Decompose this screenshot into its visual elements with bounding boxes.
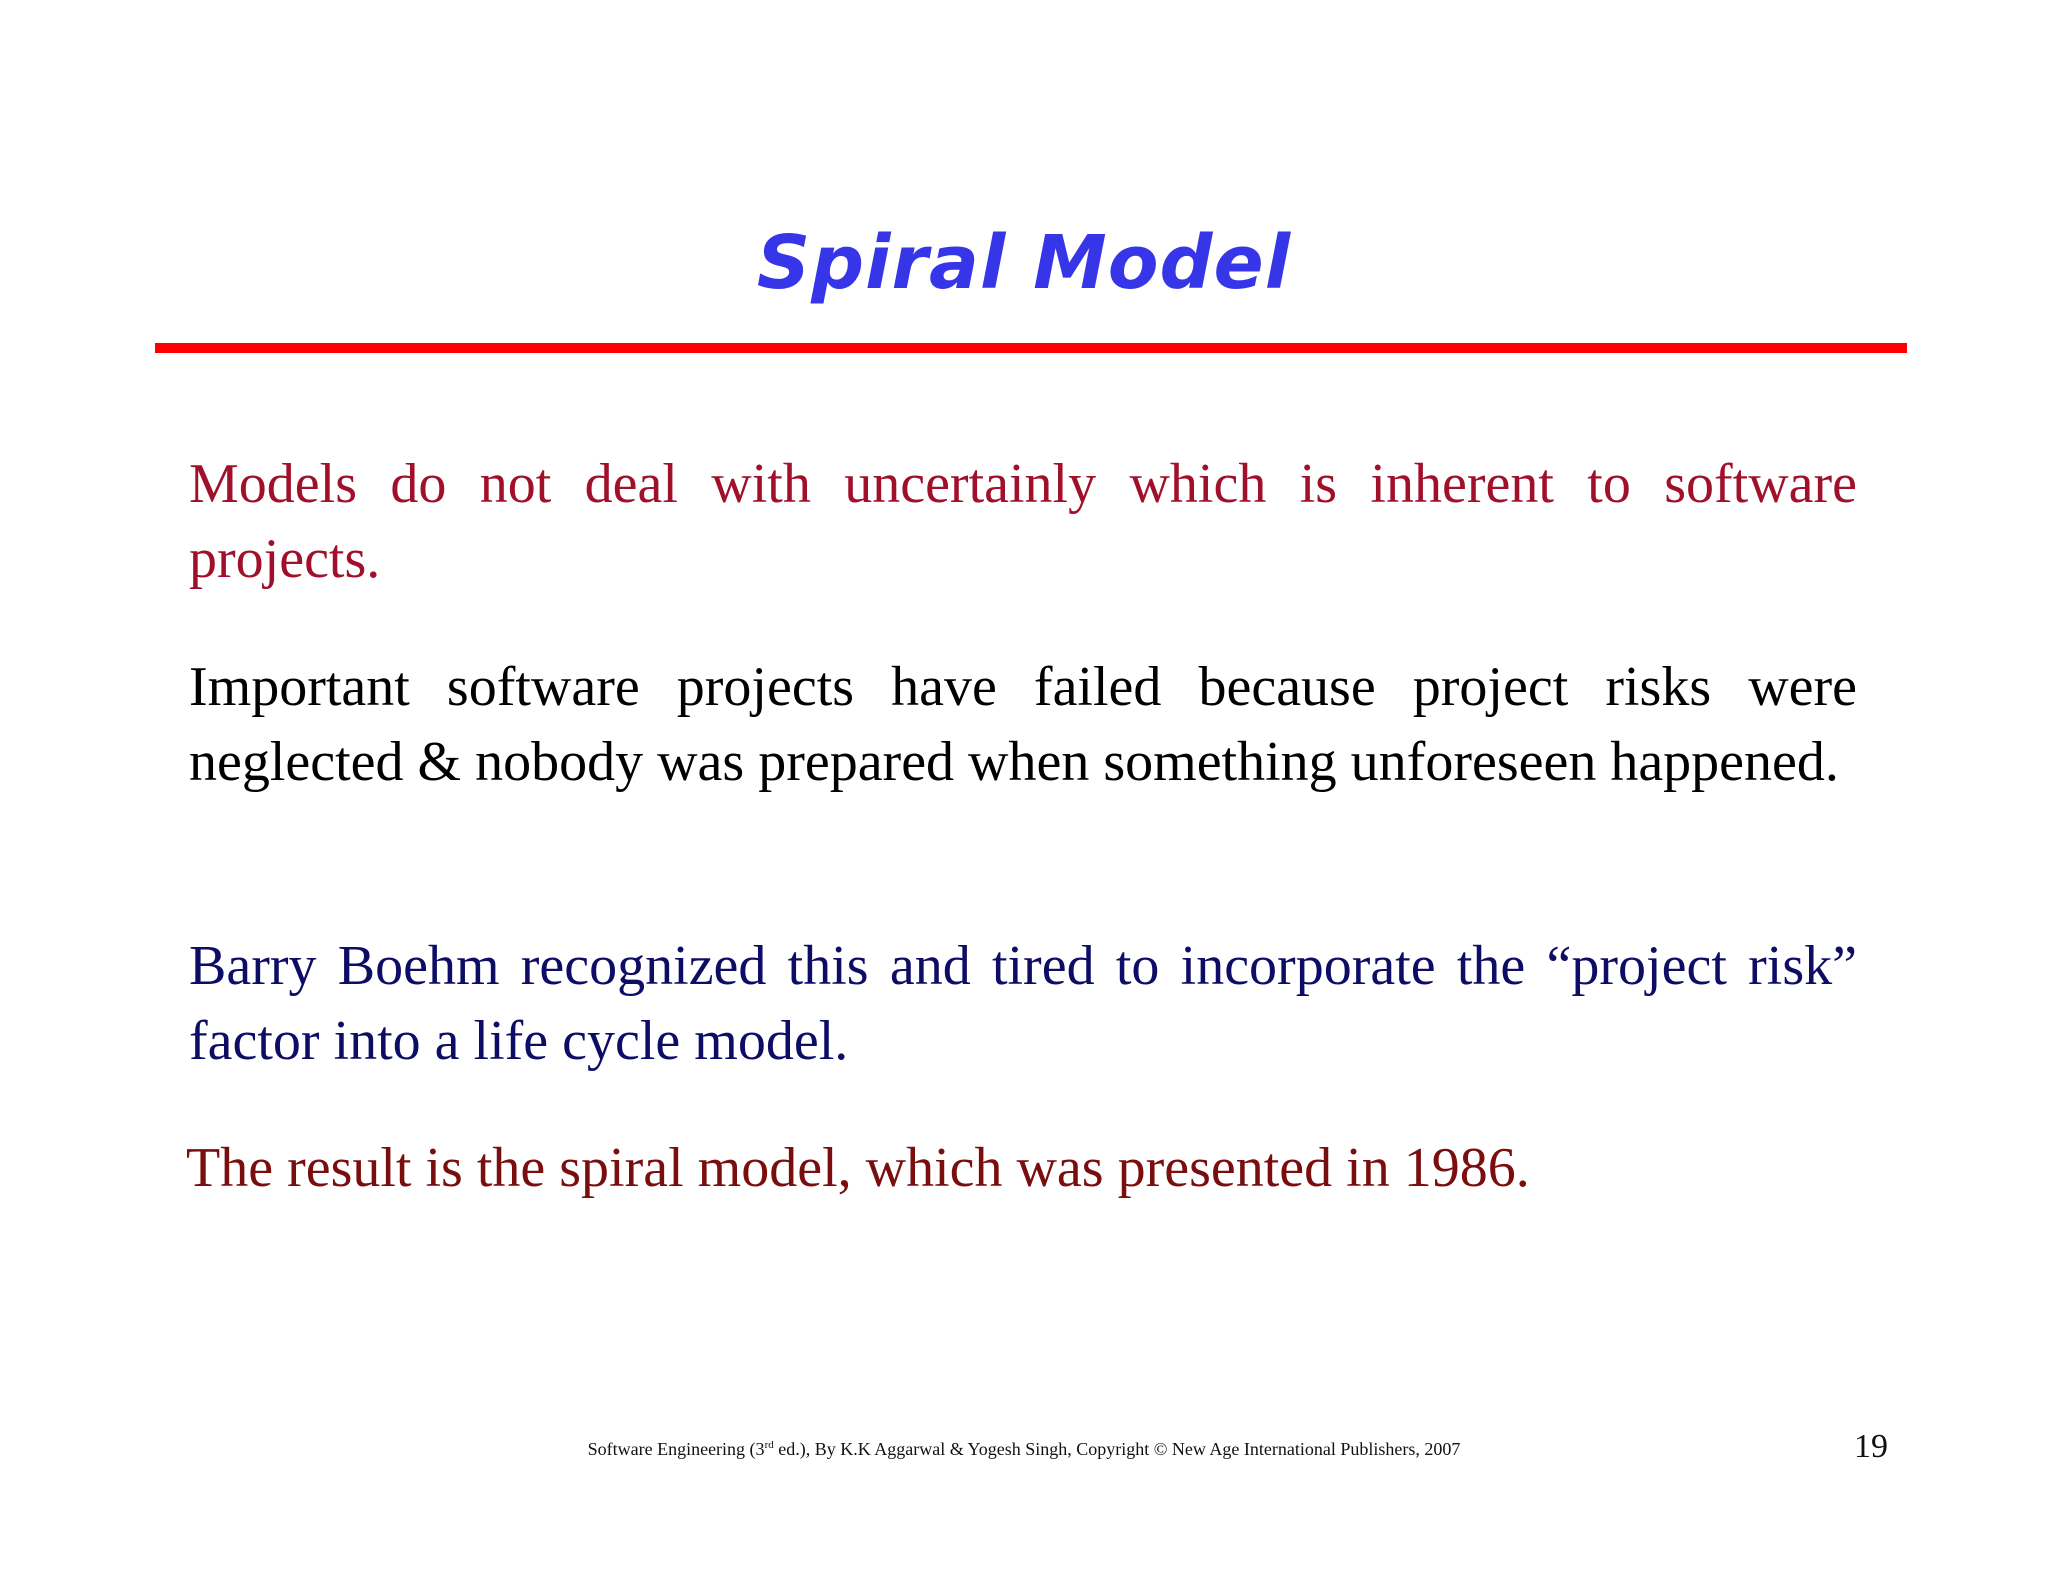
footer-citation xyxy=(0,1439,2048,1460)
paragraph-uncertainty: Models do not deal with uncertainly which is inherent to software projects. xyxy=(189,453,1857,590)
footer-text-start: Software Engineering (3 xyxy=(587,1439,765,1459)
paragraph-project-risks: Important software projects have failed because project risks were neglected & nobody was prepared when something unforeseen happened. xyxy=(189,656,1857,793)
paragraph-result: The result is the spiral model, which was presented in 1986. xyxy=(186,1137,1530,1199)
slide-title: Spiral Model xyxy=(756,220,1292,306)
footer-superscript: rd xyxy=(764,1439,774,1451)
footer-text-end: ed.), By K.K Aggarwal & Yogesh Singh, Copyright © New Age International Publishers, 2007 xyxy=(773,1439,1461,1459)
page-number: 19 xyxy=(1854,1428,1888,1465)
paragraph-barry-boehm: Barry Boehm recognized this and tired to incorporate the “project risk” factor into a life cycle model. xyxy=(189,935,1857,1072)
title-divider xyxy=(155,343,1907,353)
